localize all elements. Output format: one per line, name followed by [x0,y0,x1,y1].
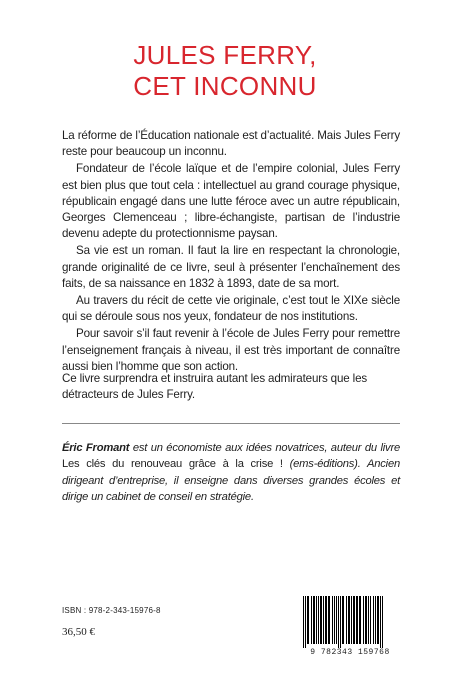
back-cover-blurb [62,128,400,376]
isbn: ISBN : 978-2-343-15976-8 [62,606,161,615]
barcode-bar [370,596,371,644]
barcode-bar [328,596,330,644]
barcode-bar [375,596,376,644]
barcode-bar [334,596,335,644]
barcode-bar [380,596,381,648]
paragraph-2: Fondateur de l’école laïque et de l’empire colonial, Jules Ferry est bien plus que tout cela : intellectuel au grand courage physique, républicain engagé dans une lutte féroce avec un autre républicain, Georges Clemenceau ; libre-échangiste, partisan de l’industrie devenu adepte du protectionnisme paysan. [62,162,400,241]
author-name: Éric Fromant [62,442,130,454]
title-line-2: CET INCONNU [133,71,317,101]
barcode-bar [311,596,312,644]
title-line-1: JULES FERRY, [133,40,317,70]
author-bio-text-1: est un économiste aux idées novatrices, auteur du livre [129,442,400,454]
barcode-bar [313,596,315,644]
barcode-bar [323,596,324,644]
barcode-bar [340,596,341,648]
barcode-bar [368,596,369,644]
author-bio-text-2: (ems-éditions). Ancien dirigeant d’entreprise, il enseigne dans diverses grandes écoles et dirige un cabinet de conseil en stratégie. [62,458,401,504]
barcode-bar [348,596,350,644]
barcode-bar [307,596,309,644]
barcode-bar [342,596,344,644]
barcode-bar [325,596,327,644]
barcode-bar [377,596,379,644]
barcode-bar [373,596,374,644]
paragraph-4: Au travers du récit de cette vie originale, c’est tout le XIXe siècle qui se déroule sous nos yeux, fondateur de nos institutions. [62,294,400,324]
barcode-bar [353,596,355,644]
barcode-bar [363,596,364,644]
paragraph-5: Pour savoir s’il faut revenir à l’école de Jules Ferry pour remettre l’enseignement français à niveau, il est très important de connaître aussi bien l’homme que son action. [62,327,400,373]
closing-paragraph: Ce livre surprendra et instruira autant les admirateurs que les détracteurs de Jules Ferry. [62,372,368,402]
paragraph-3: Sa vie est un roman. Il faut la lire en respectant la chronologie, grande originalité de ce livre, seul à présenter l’enchaînement des faits, de sa naissance en 1832 à 1893, date de sa mort. [62,244,400,290]
barcode-bar [332,596,333,644]
barcode-bar [316,596,317,644]
barcode-bar [382,596,383,648]
barcode-bar [356,596,358,644]
divider [62,423,400,424]
barcode-bar [336,596,337,644]
author-book-title: Les clés du renouveau grâce à la crise ! [62,458,283,471]
paragraph-1: La réforme de l’Éducation nationale est d’actualité. Mais Jules Ferry reste pour beaucoup un inconnu. [62,129,400,159]
author-bio [62,440,400,506]
price: 36,50 € [62,626,95,638]
book-title [0,40,450,102]
barcode-bar [305,596,306,648]
barcode-bar [359,596,361,644]
barcode-bar [365,596,367,644]
barcode-bar [351,596,352,644]
barcode-bar [338,596,339,648]
barcode-number: 9 782343 159768 [310,648,390,657]
barcode-bar [318,596,319,644]
barcode-bar [346,596,347,644]
barcode-bars [299,596,401,648]
barcode-bar [303,596,304,648]
barcode [299,596,401,658]
barcode-bar [320,596,322,644]
